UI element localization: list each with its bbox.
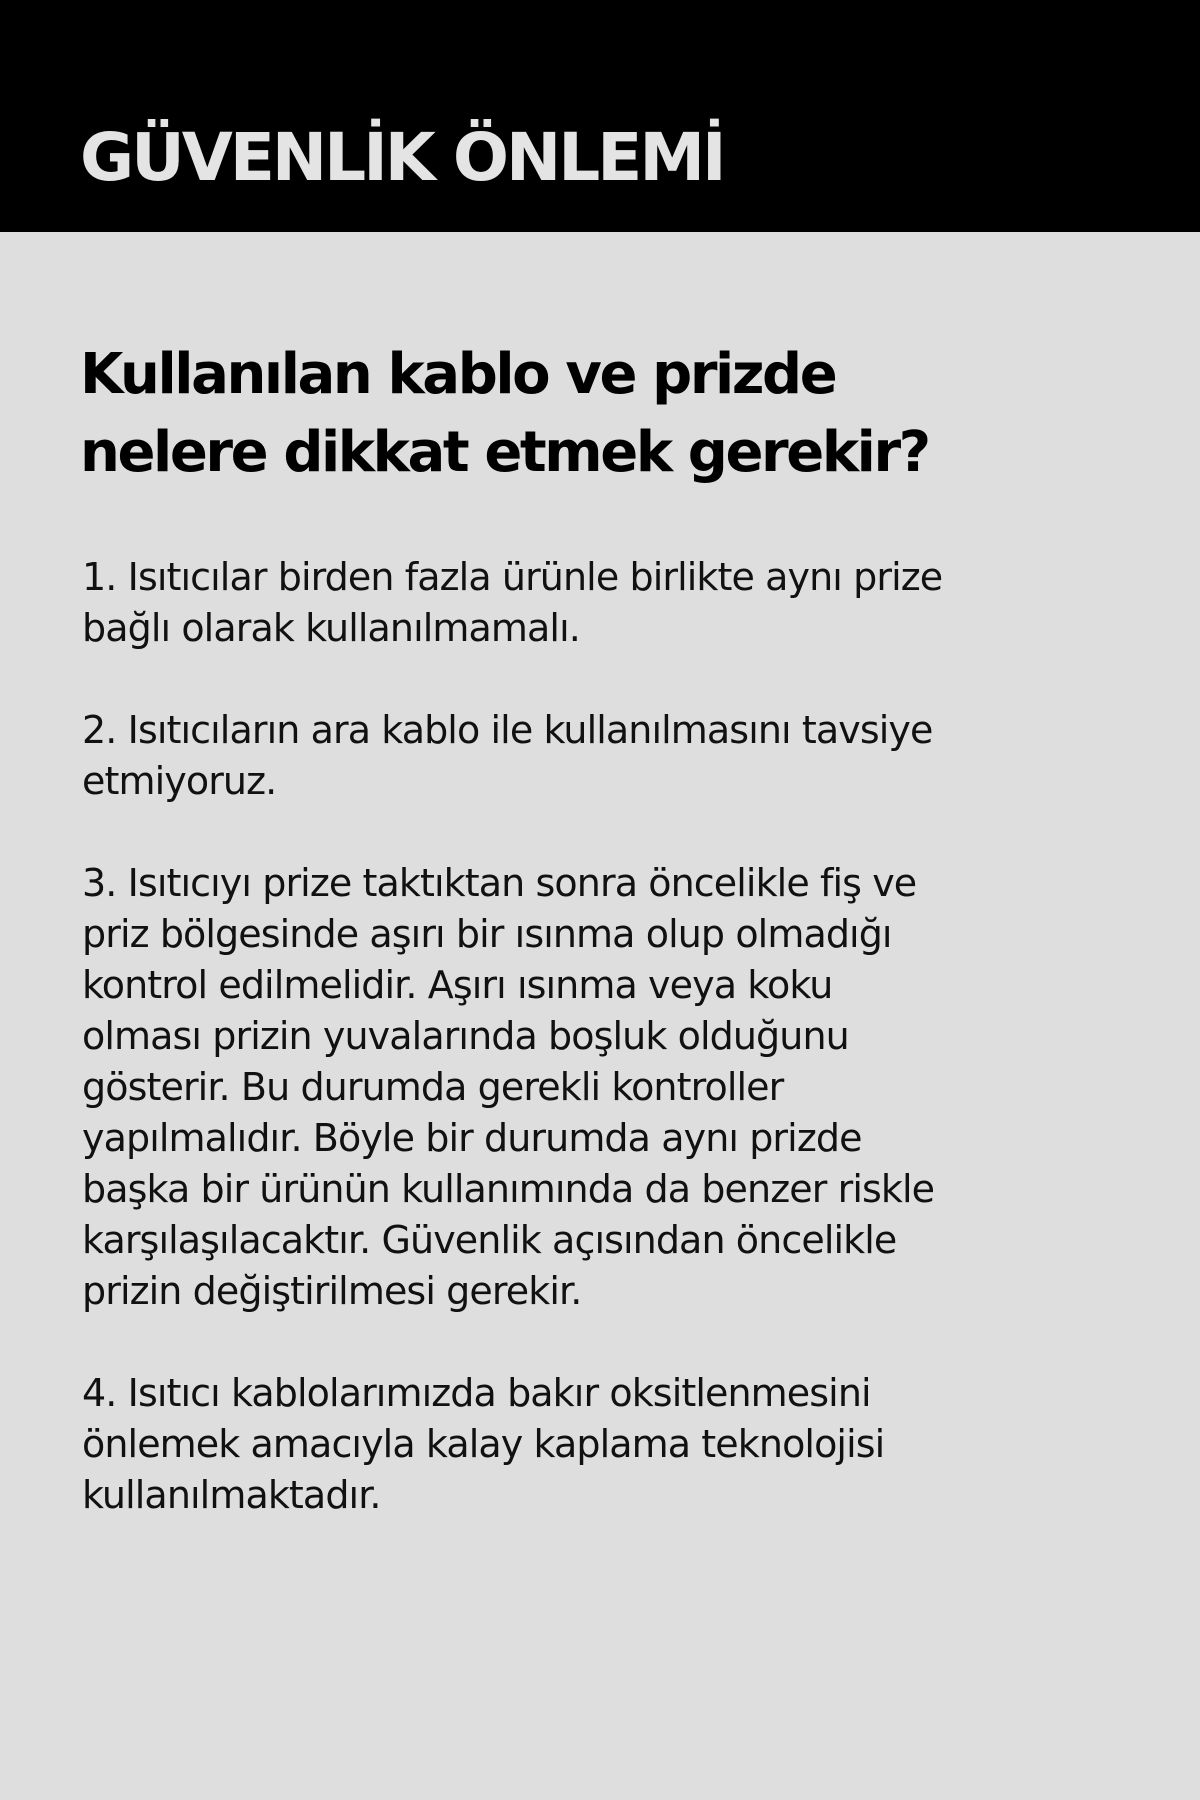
precaution-list (82, 552, 1082, 1572)
question-line: Kullanılan kablo ve prizde (80, 342, 836, 407)
page-title: GÜVENLİK ÖNLEMİ (80, 119, 724, 196)
precaution-line: priz bölgesinde aşırı bir ısınma olup olmadığı (82, 912, 892, 956)
precaution-line: kullanılmaktadır. (82, 1473, 381, 1517)
precaution-line: etmiyoruz. (82, 759, 277, 803)
precaution-line: gösterir. Bu durumda gerekli kontroller (82, 1065, 784, 1109)
precaution-item-4 (82, 1368, 1082, 1521)
precaution-line: başka bir ürünün kullanımında da benzer riskle (82, 1167, 935, 1211)
precaution-line: yapılmalıdır. Böyle bir durumda aynı prizde (82, 1116, 862, 1160)
header-bar (0, 0, 1200, 232)
precaution-line: 3. Isıtıcıyı prize taktıktan sonra öncelikle fiş ve (82, 861, 917, 905)
precaution-item-3 (82, 858, 1082, 1317)
precaution-item-1 (82, 552, 1082, 654)
question-line: nelere dikkat etmek gerekir? (80, 420, 929, 485)
precaution-line: önlemek amacıyla kalay kaplama teknolojisi (82, 1422, 885, 1466)
precaution-line: 2. Isıtıcıların ara kablo ile kullanılmasını tavsiye (82, 708, 933, 752)
precaution-line: 4. Isıtıcı kablolarımızda bakır oksitlenmesini (82, 1371, 871, 1415)
precaution-line: bağlı olarak kullanılmamalı. (82, 606, 580, 650)
question-heading (80, 336, 1080, 492)
precaution-line: kontrol edilmelidir. Aşırı ısınma veya koku (82, 963, 833, 1007)
precaution-line: karşılaşılacaktır. Güvenlik açısından öncelikle (82, 1218, 897, 1262)
precaution-line: olması prizin yuvalarında boşluk olduğunu (82, 1014, 849, 1058)
precaution-line: 1. Isıtıcılar birden fazla ürünle birlikte aynı prize (82, 555, 943, 599)
precaution-item-2 (82, 705, 1082, 807)
precaution-line: prizin değiştirilmesi gerekir. (82, 1269, 582, 1313)
